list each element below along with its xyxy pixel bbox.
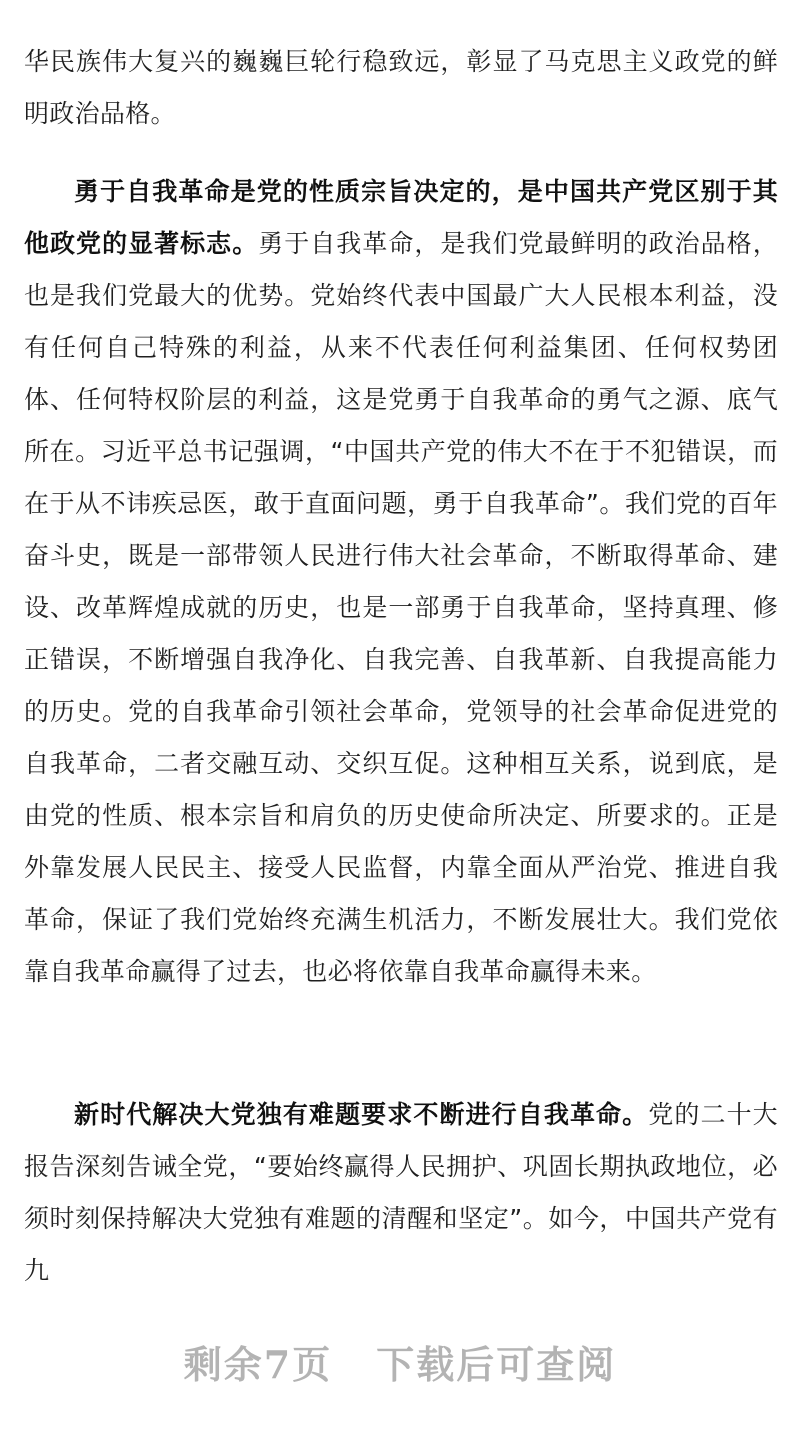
paragraph-text: 党的二十大报告深刻告诫全党，“要始终赢得人民拥护、巩固长期执政地位，必须时刻保持解决大党独有难题的清醒和坚定”。如今，中国共产党有九 bbox=[24, 1100, 778, 1285]
paragraph-text: 勇于自我革命，是我们党最鲜明的政治品格，也是我们党最大的优势。党始终代表中国最广大人民根本利益，没有任何自己特殊的利益，从来不代表任何利益集团、任何权势团体、任何特权阶层的利益，这是党勇于自我革命的勇气之源、底气所在。习近平总书记强调，“中国共产党的伟大不在于不犯错误，而在于从不讳疾忌医，敢于直面问题，勇于自我革命”。我们党的百年奋斗史，既是一部带领人民进行伟大社会革命，不断取得革命、建设、改革辉煌成就的历史，也是一部勇于自我革命，坚持真理、修正错误，不断增强自我净化、自我完善、自我革新、自我提高能力的历史。党的自我革命引领社会革命，党领导的社会革命促进党的自我革命，二者交融互动、交织互促。这种相互关系，说到底，是由党的性质、根本宗旨和肩负的历史使命所决定、所要求的。正是外靠发展人民民主、接受人民监督，内靠全面从严治党、推进自我革命，保证了我们党始终充满生机活力，不断发展壮大。我们党依靠自我革命赢得了过去，也必将依靠自我革命赢得未来。 bbox=[24, 229, 778, 986]
paragraph-text: 华民族伟大复兴的巍巍巨轮行稳致远，彰显了马克思主义政党的鲜明政治品格。 bbox=[24, 47, 778, 128]
paragraph-new-era-problems bbox=[24, 1089, 778, 1297]
download-prompt-banner[interactable] bbox=[0, 1335, 800, 1395]
download-hint-label: 下载后可查阅 bbox=[376, 1342, 617, 1387]
paragraph-continuation bbox=[24, 36, 778, 140]
paragraph-lead: 新时代解决大党独有难题要求不断进行自我革命。 bbox=[74, 1100, 649, 1129]
paragraph-lead: 勇于自我革命是党的性质宗旨决定的，是中国共产党区别于其他政党的显著标志。 bbox=[24, 177, 778, 258]
paragraph-self-revolution-nature bbox=[24, 166, 778, 998]
remaining-pages-label: 剩余7页 bbox=[183, 1342, 333, 1387]
